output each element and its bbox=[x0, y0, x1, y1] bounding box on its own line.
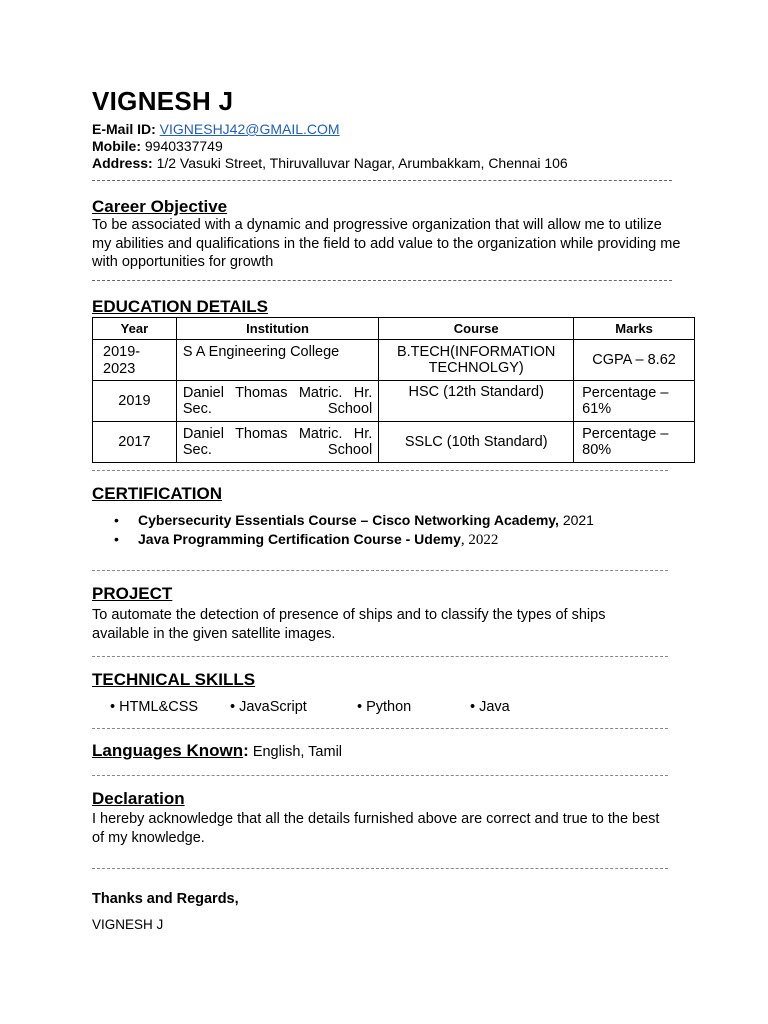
table-row bbox=[93, 340, 695, 381]
career-objective-heading: Career Objective bbox=[92, 197, 228, 216]
divider bbox=[92, 180, 672, 181]
email-label: E-Mail ID: bbox=[92, 121, 156, 137]
cell-marks: CGPA – 8.62 bbox=[574, 340, 695, 381]
bullet-icon: • bbox=[114, 531, 119, 547]
cell-year: 2019- 2023 bbox=[93, 340, 177, 381]
mobile-label: Mobile: bbox=[92, 138, 141, 154]
signature-name: VIGNESH J bbox=[92, 917, 164, 932]
cell-year: 2019 bbox=[93, 381, 177, 422]
candidate-name: VIGNESH J bbox=[92, 86, 234, 116]
closing-regards: Thanks and Regards, bbox=[92, 891, 239, 907]
skill-item: • JavaScript bbox=[230, 699, 307, 715]
languages-line bbox=[92, 741, 342, 761]
table-header-row bbox=[93, 318, 695, 340]
divider bbox=[92, 868, 668, 869]
skill-item: • Python bbox=[357, 699, 412, 715]
education-table bbox=[92, 317, 695, 463]
col-header-course: Course bbox=[379, 318, 574, 340]
divider bbox=[92, 470, 668, 471]
cell-institution: Daniel Thomas Matric. Hr. Sec. School bbox=[176, 422, 378, 463]
cell-course: HSC (12th Standard) bbox=[379, 381, 574, 422]
cell-institution: Daniel Thomas Matric. Hr. Sec. School bbox=[176, 381, 378, 422]
list-item bbox=[108, 511, 594, 530]
divider bbox=[92, 280, 672, 281]
cell-marks: Percentage – 61% bbox=[574, 381, 695, 422]
cert-title: Java Programming Certification Course - Udemy bbox=[138, 531, 461, 547]
cell-marks: Percentage – 80% bbox=[574, 422, 695, 463]
col-header-year: Year bbox=[93, 318, 177, 340]
certification-list bbox=[108, 511, 594, 549]
mobile-line bbox=[92, 138, 223, 155]
certification-heading: CERTIFICATION bbox=[92, 484, 223, 503]
divider bbox=[92, 775, 668, 776]
education-heading: EDUCATION DETAILS bbox=[92, 297, 268, 316]
cell-course: SSLC (10th Standard) bbox=[379, 422, 574, 463]
bullet-icon: • bbox=[114, 512, 119, 528]
languages-heading: Languages Known bbox=[92, 741, 244, 760]
divider bbox=[92, 570, 668, 571]
table-row bbox=[93, 422, 695, 463]
project-text: To automate the detection of presence of ships and to classify the types of ships available in the given satellite images. bbox=[92, 607, 606, 642]
declaration-heading: Declaration bbox=[92, 789, 185, 808]
cert-title: Cybersecurity Essentials Course – Cisco Networking Academy, bbox=[138, 512, 559, 528]
skill-item: • Java bbox=[470, 699, 510, 715]
address-line bbox=[92, 155, 568, 172]
cert-year: , 2022 bbox=[460, 532, 499, 548]
cert-year: 2021 bbox=[558, 512, 594, 528]
address-text: 1/2 Vasuki Street, Thiruvalluvar Nagar, Arumbakkam, Chennai 106 bbox=[156, 155, 568, 171]
address-label: Address: bbox=[92, 155, 153, 171]
cell-year: 2017 bbox=[93, 422, 177, 463]
divider bbox=[92, 728, 668, 729]
list-item bbox=[108, 530, 594, 549]
languages-text: English, Tamil bbox=[248, 744, 343, 760]
col-header-marks: Marks bbox=[574, 318, 695, 340]
career-objective-text: To be associated with a dynamic and progressive organization that will allow me to utilize my abilities and qualifications in the field to add value to the organization while providing me with opportunities for growth bbox=[92, 217, 681, 270]
skill-item: • HTML&CSS bbox=[110, 699, 199, 715]
cell-course: B.TECH(INFORMATION TECHNOLGY) bbox=[379, 340, 574, 381]
col-header-institution: Institution bbox=[176, 318, 378, 340]
project-heading: PROJECT bbox=[92, 584, 173, 603]
cell-institution: S A Engineering College bbox=[176, 340, 378, 381]
declaration-text: I hereby acknowledge that all the details furnished above are correct and true to the best of my knowledge. bbox=[92, 811, 660, 846]
table-row bbox=[93, 381, 695, 422]
email-link[interactable]: VIGNESHJ42@GMAIL.COM bbox=[159, 121, 340, 137]
technical-skills-heading: TECHNICAL SKILLS bbox=[92, 670, 256, 689]
email-line bbox=[92, 121, 340, 138]
languages-colon: : bbox=[243, 741, 249, 760]
mobile-number: 9940337749 bbox=[144, 138, 223, 154]
divider bbox=[92, 656, 668, 657]
